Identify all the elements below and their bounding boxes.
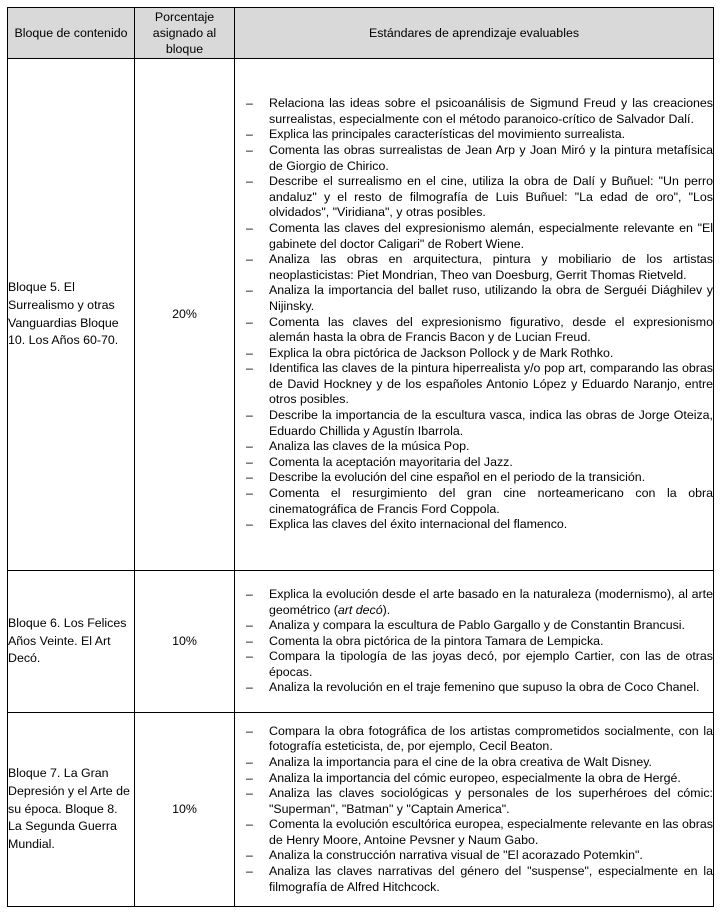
block-name: Bloque 5. El Surrealismo y otras Vanguardias Bloque 10. Los Años 60-70.	[8, 59, 135, 571]
standards-list	[235, 724, 713, 896]
standard-item: – Explica las principales características del movimiento surrealista.	[235, 127, 713, 143]
standard-item: – Explica la obra pictórica de Jackson Pollock y de Mark Rothko.	[235, 346, 713, 362]
block-name: Bloque 7. La Gran Depresión y el Arte de su época. Bloque 8. La Segunda Guerra Mundial.	[8, 713, 135, 907]
standard-item: – Explica la evolución desde el arte basado en la naturaleza (modernismo), al arte geométrico (art decó).	[235, 587, 713, 618]
header-standards: Estándares de aprendizaje evaluables	[235, 8, 714, 59]
standard-item: – Describe el surrealismo en el cine, utiliza la obra de Dalí y Buñuel: "Un perro andaluz" y el resto de filmografía de Luis Buñuel: "La edad de oro", "Los olvidados", "Viridiana", y otras posibles.	[235, 174, 713, 221]
standards-cell	[235, 713, 714, 907]
standard-item: – Analiza y compara la escultura de Pablo Gargallo y de Constantin Brancusi.	[235, 618, 713, 634]
standard-item: – Comenta las claves del expresionismo figurativo, desde el expresionismo alemán hasta la obra de Francis Bacon y de Lucian Freud.	[235, 315, 713, 346]
header-block: Bloque de contenido	[8, 8, 135, 59]
standard-item: – Compara la tipología de las joyas decó, por ejemplo Cartier, con las de otras épocas.	[235, 649, 713, 680]
standard-item: – Comenta el resurgimiento del gran cine norteamericano con la obra cinematográfica de Francis Ford Coppola.	[235, 486, 713, 517]
standards-table	[7, 7, 714, 907]
standard-item: – Comenta las obras surrealistas de Jean Arp y Joan Miró y la pintura metafísica de Giorgio de Chirico.	[235, 143, 713, 174]
standard-item: – Comenta la evolución escultórica europea, especialmente relevante en las obras de Henry Moore, Antoine Pevsner y Naum Gabo.	[235, 817, 713, 848]
standard-item: – Analiza las claves de la música Pop.	[235, 439, 713, 455]
header-row	[8, 8, 714, 59]
standards-list	[235, 587, 713, 696]
standard-item: – Comenta la aceptación mayoritaria del Jazz.	[235, 455, 713, 471]
standards-cell	[235, 571, 714, 713]
standard-item: – Analiza la importancia para el cine de la obra creativa de Walt Disney.	[235, 755, 713, 771]
standard-item: – Compara la obra fotográfica de los artistas comprometidos socialmente, con la fotografía esteticista, de, por ejemplo, Cecil Beaton.	[235, 724, 713, 755]
italic-term: art decó	[337, 602, 383, 617]
standard-item: – Analiza las claves narrativas del género del "suspense", especialmente en la filmografía de Alfred Hitchcock.	[235, 864, 713, 895]
standard-item: – Analiza la revolución en el traje femenino que supuso la obra de Coco Chanel.	[235, 680, 713, 696]
block-name: Bloque 6. Los Felices Años Veinte. El Art Decó.	[8, 571, 135, 713]
standards-list	[235, 96, 713, 533]
standards-cell	[235, 59, 714, 571]
standard-item: – Analiza la importancia del ballet ruso, utilizando la obra de Serguéi Diághilev y Nijinsky.	[235, 283, 713, 314]
standard-item: – Explica las claves del éxito internacional del flamenco.	[235, 517, 713, 533]
standard-item: – Describe la importancia de la escultura vasca, indica las obras de Jorge Oteiza, Eduardo Chillida y Agustín Ibarrola.	[235, 408, 713, 439]
standard-item: – Analiza las obras en arquitectura, pintura y mobiliario de los artistas neoplasticistas: Piet Mondrian, Theo van Doesburg, Gerrit Thomas Rietveld.	[235, 252, 713, 283]
table-row	[8, 59, 714, 571]
standard-item: – Describe la evolución del cine español en el periodo de la transición.	[235, 470, 713, 486]
block-percentage: 20%	[135, 59, 235, 571]
header-percentage: Porcentaje asignado al bloque	[135, 8, 235, 59]
standard-item: – Analiza las claves sociológicas y personales de los superhéroes del cómic: "Superman", "Batman" y "Captain America".	[235, 786, 713, 817]
standard-item: – Comenta la obra pictórica de la pintora Tamara de Lempicka.	[235, 634, 713, 650]
standard-item: – Analiza la importancia del cómic europeo, especialmente la obra de Hergé.	[235, 771, 713, 787]
standard-item: – Identifica las claves de la pintura hiperrealista y/o pop art, comparando las obras de David Hockney y de los españoles Antonio López y Eduardo Naranjo, entre otros posibles.	[235, 361, 713, 408]
table-row	[8, 713, 714, 907]
block-percentage: 10%	[135, 571, 235, 713]
block-percentage: 10%	[135, 713, 235, 907]
standard-item: – Relaciona las ideas sobre el psicoanálisis de Sigmund Freud y las creaciones surrealistas, especialmente con el método paranoico-crítico de Salvador Dalí.	[235, 96, 713, 127]
table-row	[8, 571, 714, 713]
standard-item: – Comenta las claves del expresionismo alemán, especialmente relevante en "El gabinete del doctor Caligari" de Robert Wiene.	[235, 221, 713, 252]
standard-item: – Analiza la construcción narrativa visual de "El acorazado Potemkin".	[235, 848, 713, 864]
